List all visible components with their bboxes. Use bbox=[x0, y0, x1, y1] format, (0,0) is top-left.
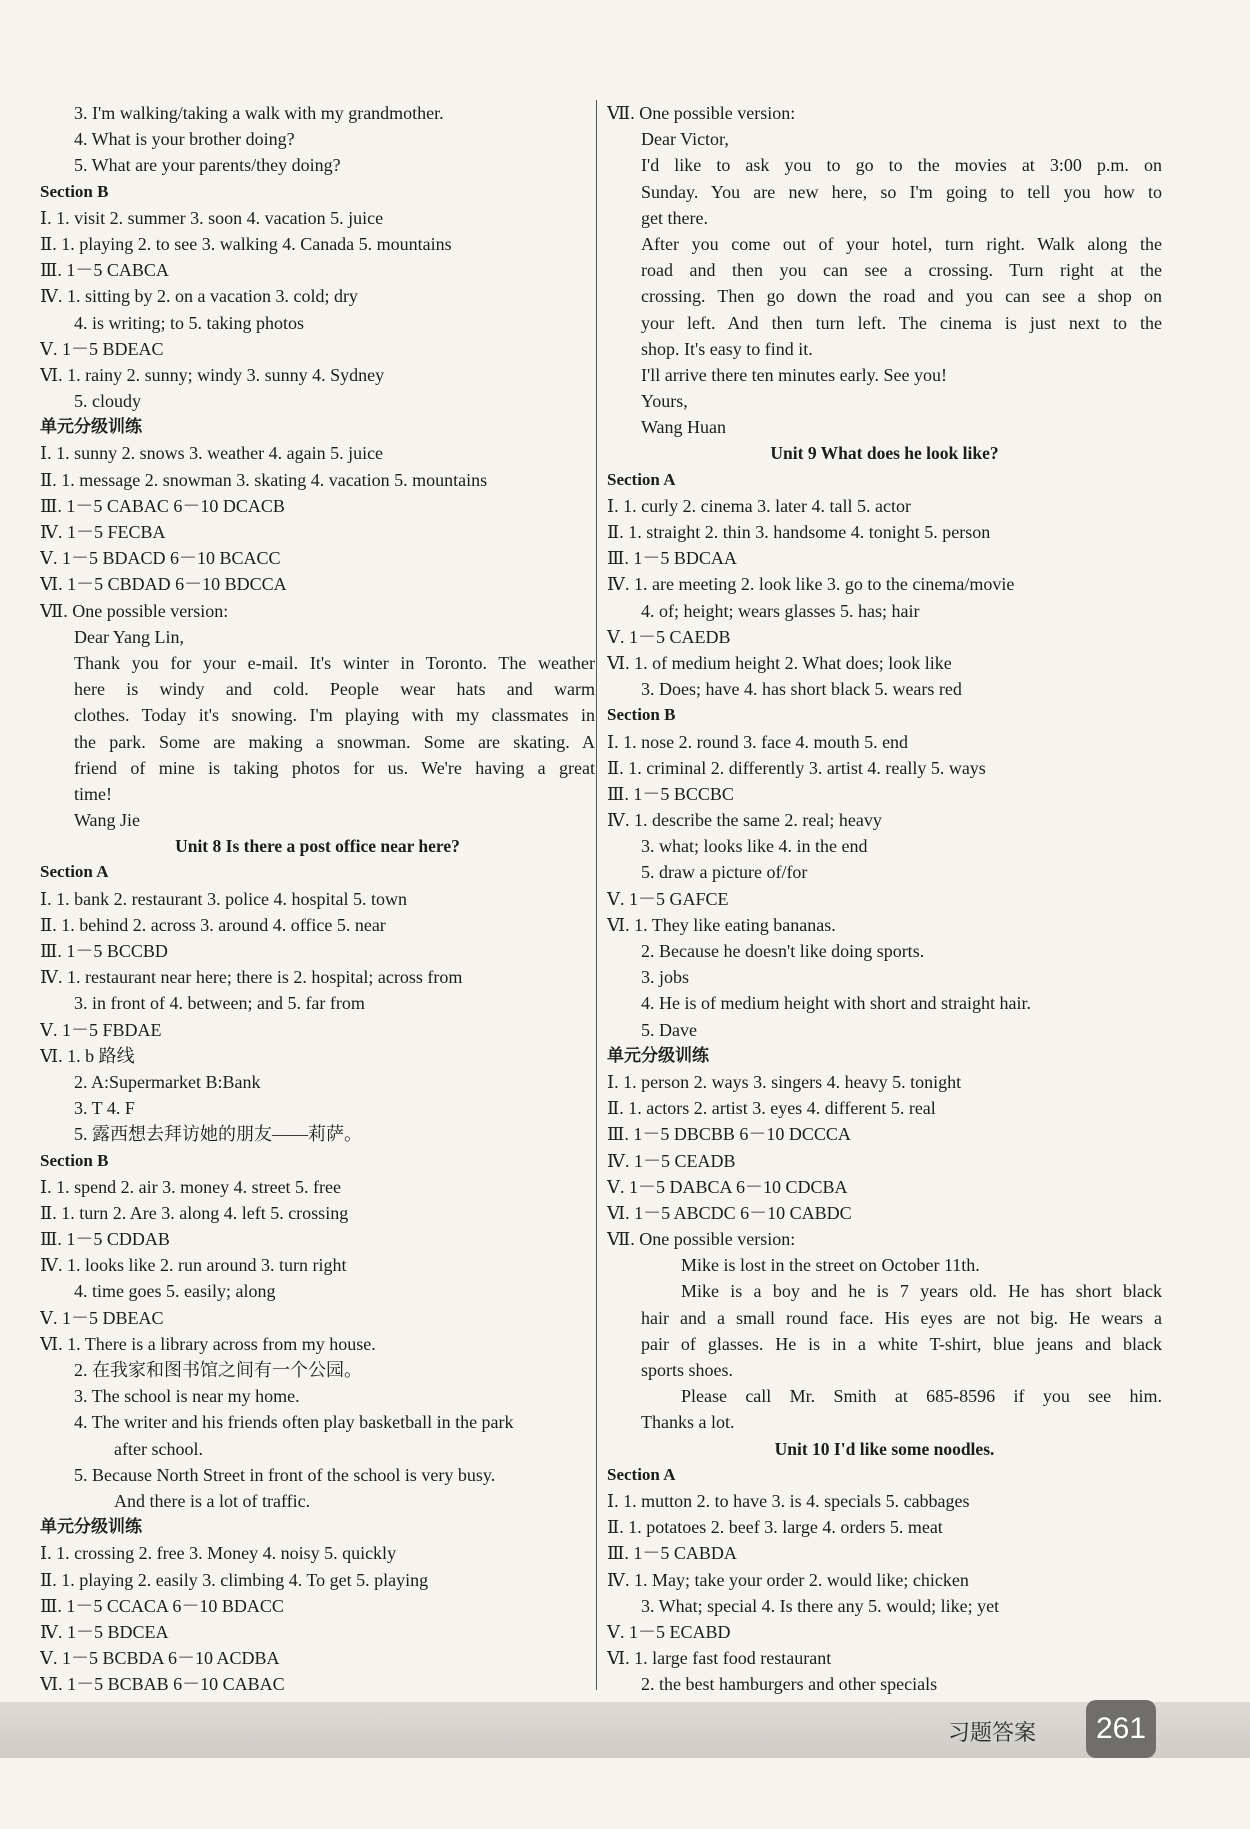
answer-line: 2. A:Supermarket B:Bank bbox=[74, 1071, 261, 1092]
answer-line: 3. I'm walking/taking a walk with my grandmother. bbox=[74, 103, 444, 123]
answer-line: Ⅴ. 1－5 FBDAE bbox=[40, 1019, 162, 1040]
answer-line: time! bbox=[74, 783, 112, 804]
answer-line: Ⅵ. 1－5 ABCDC 6－10 CABDC bbox=[607, 1202, 852, 1223]
section-heading: 单元分级训练 bbox=[40, 417, 142, 437]
answer-line: friend of mine is taking photos for us. We're having a great bbox=[74, 757, 595, 778]
answer-line: Ⅵ. 1. of medium height 2. What does; look like bbox=[607, 652, 952, 673]
section-heading: Section A bbox=[607, 1464, 676, 1484]
answer-line: 3. jobs bbox=[641, 967, 690, 988]
answer-line: hair and a small round face. His eyes are not big. He wears a bbox=[641, 1307, 1162, 1328]
section-heading: Section B bbox=[40, 181, 109, 201]
answer-line: Ⅰ. 1. visit 2. summer 3. soon 4. vacation 5. juice bbox=[40, 207, 384, 228]
answer-line: Ⅳ. 1. restaurant near here; there is 2. hospital; across from bbox=[40, 967, 463, 988]
answer-line: road and then you can see a crossing. Turn right at the bbox=[641, 260, 1162, 281]
answer-line: 4. What is your brother doing? bbox=[74, 129, 295, 150]
answer-line: 5. cloudy bbox=[74, 391, 141, 412]
answer-line: Ⅵ. 1. rainy 2. sunny; windy 3. sunny 4. Sydney bbox=[40, 364, 385, 385]
answer-line: Ⅰ. 1. curly 2. cinema 3. later 4. tall 5. actor bbox=[607, 495, 912, 516]
answer-line: get there. bbox=[641, 207, 708, 228]
answer-line: Ⅱ. 1. straight 2. thin 3. handsome 4. tonight 5. person bbox=[607, 522, 991, 542]
answer-line: Ⅶ. One possible version: bbox=[607, 103, 796, 123]
section-heading: Section B bbox=[607, 705, 676, 725]
answer-line: Ⅳ. 1. are meeting 2. look like 3. go to the cinema/movie bbox=[607, 574, 1015, 595]
answer-line: Mike is a boy and he is 7 years old. He has short black bbox=[681, 1281, 1162, 1302]
answer-line: And there is a lot of traffic. bbox=[114, 1490, 311, 1511]
answer-line: Dear Victor, bbox=[641, 129, 729, 150]
answer-line: Ⅲ. 1－5 CABDA bbox=[607, 1543, 737, 1564]
answer-line: Ⅱ. 1. behind 2. across 3. around 4. office 5. near bbox=[40, 914, 386, 935]
answer-line: after school. bbox=[114, 1438, 203, 1459]
answer-line: Wang Jie bbox=[74, 810, 141, 831]
answer-line: 3. in front of 4. between; and 5. far from bbox=[74, 993, 365, 1014]
answer-line: clothes. Today it's snowing. I'm playing with my classmates in bbox=[74, 705, 595, 726]
answer-line: Ⅵ. 1－5 CBDAD 6－10 BDCCA bbox=[40, 574, 287, 595]
section-heading: Section A bbox=[607, 469, 676, 489]
answer-line: the park. Some are making a snowman. Some are skating. A bbox=[74, 731, 595, 752]
footer-label: 习题答案 bbox=[948, 1721, 1037, 1746]
answer-line: Ⅰ. 1. nose 2. round 3. face 4. mouth 5. end bbox=[607, 731, 909, 752]
answer-line: Ⅴ. 1－5 CAEDB bbox=[607, 626, 731, 647]
answer-line: your left. And then turn left. The cinema is just next to the bbox=[641, 312, 1162, 333]
answer-line: Ⅱ. 1. playing 2. easily 3. climbing 4. To get 5. playing bbox=[40, 1569, 429, 1590]
answer-line: crossing. Then go down the road and you can see a shop on bbox=[641, 286, 1162, 307]
answer-line: Ⅲ. 1－5 CDDAB bbox=[40, 1229, 170, 1250]
answer-line: Ⅵ. 1. large fast food restaurant bbox=[607, 1648, 832, 1669]
answer-line: Ⅴ. 1－5 GAFCE bbox=[607, 888, 729, 909]
answer-line: Ⅳ. 1－5 FECBA bbox=[40, 522, 166, 542]
answer-line: Ⅳ. 1. May; take your order 2. would like; chicken bbox=[607, 1569, 969, 1590]
answer-line: 2. the best hamburgers and other specials bbox=[641, 1674, 938, 1695]
answer-line: 3. Does; have 4. has short black 5. wears red bbox=[641, 679, 962, 700]
answer-line: Ⅲ. 1－5 CCACA 6－10 BDACC bbox=[40, 1595, 284, 1616]
section-heading: 单元分级训练 bbox=[607, 1045, 709, 1065]
answer-line: Ⅰ. 1. bank 2. restaurant 3. police 4. hospital 5. town bbox=[40, 888, 408, 909]
answer-line: Ⅳ. 1－5 BDCEA bbox=[40, 1621, 169, 1642]
answer-line: Ⅵ. 1－5 BCBAB 6－10 CABAC bbox=[40, 1674, 285, 1695]
footer-bar bbox=[0, 1702, 1250, 1758]
answer-line: Ⅴ. 1－5 ECABD bbox=[607, 1621, 731, 1642]
answer-line: Yours, bbox=[641, 391, 688, 412]
answer-line: Ⅰ. 1. person 2. ways 3. singers 4. heavy 5. tonight bbox=[607, 1071, 962, 1092]
answer-line: Ⅰ. 1. mutton 2. to have 3. is 4. specials 5. cabbages bbox=[607, 1490, 970, 1511]
answer-line: here is windy and cold. People wear hats and warm bbox=[74, 679, 595, 700]
answer-line: Ⅴ. 1－5 BCBDA 6－10 ACDBA bbox=[40, 1648, 280, 1669]
answer-line: pair of glasses. He is in a white T-shirt, blue jeans and black bbox=[641, 1333, 1162, 1354]
page-number: 261 bbox=[1086, 1700, 1156, 1758]
answer-line: 3. what; looks like 4. in the end bbox=[641, 836, 868, 857]
answer-line: Ⅳ. 1. looks like 2. run around 3. turn right bbox=[40, 1255, 347, 1276]
answer-line: Thanks a lot. bbox=[641, 1412, 735, 1433]
answer-line: Ⅰ. 1. spend 2. air 3. money 4. street 5. free bbox=[40, 1176, 342, 1197]
answer-line: After you come out of your hotel, turn right. Walk along the bbox=[641, 233, 1162, 254]
answer-line: 4. The writer and his friends often play basketball in the park bbox=[74, 1412, 514, 1433]
answer-line: Ⅰ. 1. crossing 2. free 3. Money 4. noisy 5. quickly bbox=[40, 1543, 397, 1564]
answer-line: Ⅲ. 1－5 CABAC 6－10 DCACB bbox=[40, 495, 285, 516]
answer-line: sports shoes. bbox=[641, 1360, 734, 1380]
answer-line: Ⅲ. 1－5 BCCBD bbox=[40, 941, 168, 961]
answer-line: Ⅱ. 1. potatoes 2. beef 3. large 4. orders 5. meat bbox=[607, 1517, 943, 1538]
answer-line: 2. Because he doesn't like doing sports. bbox=[641, 941, 925, 961]
answer-line: Ⅱ. 1. criminal 2. differently 3. artist 4. really 5. ways bbox=[607, 757, 986, 778]
answer-line: 2. 在我家和图书馆之间有一个公园。 bbox=[74, 1360, 362, 1380]
answer-line: Ⅰ. 1. sunny 2. snows 3. weather 4. again 5. juice bbox=[40, 443, 384, 464]
answer-line: Ⅲ. 1－5 BCCBC bbox=[607, 783, 734, 804]
answer-line: Ⅳ. 1. describe the same 2. real; heavy bbox=[607, 810, 882, 831]
answer-line: Ⅲ. 1－5 DBCBB 6－10 DCCCA bbox=[607, 1124, 851, 1145]
answer-line: Ⅴ. 1－5 BDEAC bbox=[40, 338, 164, 359]
answer-line: Wang Huan bbox=[641, 417, 727, 438]
answer-line: Dear Yang Lin, bbox=[74, 626, 184, 647]
answer-line: Ⅱ. 1. turn 2. Are 3. along 4. left 5. crossing bbox=[40, 1202, 349, 1223]
right-column bbox=[607, 100, 1162, 1697]
answer-line: Ⅶ. One possible version: bbox=[40, 600, 229, 621]
answer-line: Ⅴ. 1－5 DBEAC bbox=[40, 1307, 164, 1328]
unit-title: Unit 8 Is there a post office near here? bbox=[175, 836, 460, 857]
unit-title: Unit 10 I'd like some noodles. bbox=[774, 1438, 995, 1459]
answer-line: Ⅳ. 1－5 CEADB bbox=[607, 1150, 736, 1171]
answer-line: shop. It's easy to find it. bbox=[641, 338, 813, 359]
answer-line: 4. is writing; to 5. taking photos bbox=[74, 312, 305, 333]
answer-line: Ⅳ. 1. sitting by 2. on a vacation 3. cold; dry bbox=[40, 286, 358, 307]
section-heading: Section B bbox=[40, 1150, 109, 1170]
answer-line: 3. The school is near my home. bbox=[74, 1386, 300, 1407]
answer-line: 3. What; special 4. Is there any 5. would; like; yet bbox=[641, 1595, 1000, 1616]
answer-line: 5. Dave bbox=[641, 1019, 697, 1040]
answer-line: Ⅱ. 1. message 2. snowman 3. skating 4. vacation 5. mountains bbox=[40, 469, 488, 490]
answer-line: 4. time goes 5. easily; along bbox=[74, 1281, 276, 1302]
answer-line: Ⅴ. 1－5 DABCA 6－10 CDCBA bbox=[607, 1176, 848, 1197]
answer-line: I'll arrive there ten minutes early. See you! bbox=[641, 364, 947, 385]
answer-line: Ⅵ. 1. b 路线 bbox=[40, 1045, 135, 1066]
left-column bbox=[40, 100, 595, 1697]
answer-line: 4. He is of medium height with short and straight hair. bbox=[641, 993, 1031, 1014]
section-heading: 单元分级训练 bbox=[40, 1517, 142, 1537]
answer-line: Mike is lost in the street on October 11th. bbox=[681, 1255, 980, 1276]
answer-line: I'd like to ask you to go to the movies at 3:00 p.m. on bbox=[641, 155, 1162, 176]
answer-line: Please call Mr. Smith at 685-8596 if you see him. bbox=[681, 1386, 1162, 1407]
unit-title: Unit 9 What does he look like? bbox=[770, 443, 999, 464]
answer-line: 5. What are your parents/they doing? bbox=[74, 155, 341, 176]
answer-line: 4. of; height; wears glasses 5. has; hair bbox=[641, 600, 920, 621]
answer-line: Ⅵ. 1. They like eating bananas. bbox=[607, 914, 836, 935]
answer-line: 3. T 4. F bbox=[74, 1098, 135, 1119]
answer-line: 5. Because North Street in front of the school is very busy. bbox=[74, 1464, 496, 1485]
answer-line: Ⅲ. 1－5 CABCA bbox=[40, 260, 169, 281]
answer-line: Thank you for your e-mail. It's winter in Toronto. The weather bbox=[74, 652, 595, 673]
answer-line: Ⅱ. 1. actors 2. artist 3. eyes 4. different 5. real bbox=[607, 1098, 936, 1119]
answer-line: Ⅵ. 1. There is a library across from my house. bbox=[40, 1333, 376, 1354]
answer-line: Ⅴ. 1－5 BDACD 6－10 BCACC bbox=[40, 548, 281, 569]
answer-line: 5. draw a picture of/for bbox=[641, 862, 808, 883]
answer-line: Sunday. You are new here, so I'm going to tell you how to bbox=[641, 181, 1162, 202]
column-divider bbox=[596, 100, 597, 1690]
section-heading: Section A bbox=[40, 862, 109, 882]
answer-line: 5. 露西想去拜访她的朋友——莉萨。 bbox=[74, 1124, 362, 1145]
answer-line: Ⅲ. 1－5 BDCAA bbox=[607, 548, 737, 569]
answer-line: Ⅶ. One possible version: bbox=[607, 1229, 796, 1250]
answer-line: Ⅱ. 1. playing 2. to see 3. walking 4. Canada 5. mountains bbox=[40, 233, 452, 254]
